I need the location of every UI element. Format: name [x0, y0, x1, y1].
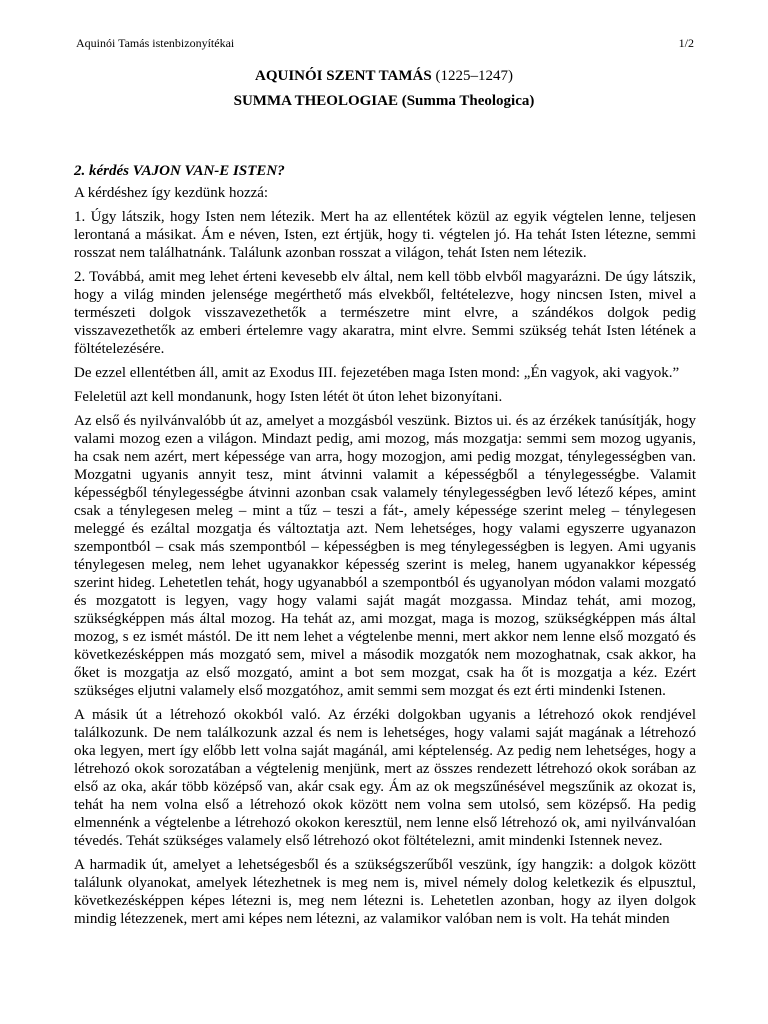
paragraph-third-way: A harmadik út, amelyet a lehetségesből és a szükségszerűből veszünk, így hangzik: a dolgok között találunk olyanokat, amelyek létezhetnek is meg nem is, mivel némely dolog keletkezik és elpusztul, következésképpen képes létezni is, meg nem létezni is. Lehetetlen azonban, hogy az ilyen dolgok mindig létezzenek, mert ami képes nem létezni, az valamikor valóban nem is volt. Ha tehát minden	[74, 857, 696, 927]
title-dates: (1225–1247)	[431, 68, 513, 84]
paragraph-respondeo: Feleletül azt kell mondanunk, hogy Isten létét öt úton lehet bizonyítani.	[74, 389, 503, 405]
paragraph-intro: A kérdéshez így kezdünk hozzá:	[74, 185, 269, 201]
paragraph-sed-contra: De ezzel ellentétben áll, amit az Exodus III. fejezetében maga Isten mond: „Én vagyok, aki vagyok.”	[74, 365, 680, 381]
header-page-number: 1/2	[678, 36, 694, 50]
document-body	[74, 162, 696, 934]
title-author-line	[0, 67, 768, 85]
running-header	[76, 36, 694, 50]
paragraph-first-way: Az első és nyilvánvalóbb út az, amelyet a mozgásból veszünk. Biztos ui. és az érzékek tanúsítják, hogy valami mozog ezen a világon. Mindazt pedig, ami mozog, más mozgatja: semmi sem mozog ugyanis, ha csak nem azért, mert képessége van arra, hogy mozogjon, ami pedig mozgat, ténylegességben van. Mozgatni ugyanis annyit tesz, mint átvinni valamit a képességből a ténylegességbe. Valamit képességből ténylegességbe átvinni azonban csak valamely ténylegességben levő létező képes, amint csak a ténylegesen meleg – mint a tűz – teszi a fát-, amely képessége szerint meleg – ténylegesen meleggé és ezáltal mozgatja és változtatja azt. Nem lehetséges, hogy valami egyszerre ugyanazon szempontból – csak más szempontból – képességben is meg ténylegességben is legyen. Ami ugyanis ténylegesen meleg, nem lehet ugyanakkor képesség szerint is meleg, hanem ugyanakkor képesség szerint hideg. Lehetetlen tehát, hogy ugyanabból a szempontból és ugyanolyan módon valami mozgató és mozgatott is legyen, vagy hogy valami saját magát mozgassa. Mindaz tehát, ami mozog, szükségképpen más által mozog. Ha tehát az, ami mozgat, maga is mozog, szükségképpen más által mozog, s ez ismét mástól. De itt nem lehet a végtelenbe menni, mert akkor nem lenne első mozgató és következésképpen más mozgató sem, mivel a második mozgatók nem mozoghatnak, csak akkor, ha őket is mozgatja az első mozgató, amint a bot sem mozgat, csak ha őt is mozgatja a kéz. Ezért szükséges eljutni valamely első mozgatóhoz, amit semmi sem mozgat és ezt érti mindenki Istenen.	[74, 413, 696, 699]
title-work-text: SUMMA THEOLOGIAE (Summa Theologica)	[233, 93, 535, 109]
title-author: AQUINÓI SZENT TAMÁS	[255, 68, 432, 84]
question-heading: 2. kérdés VAJON VAN-E ISTEN?	[74, 163, 285, 179]
title-work	[0, 92, 768, 110]
paragraph-objection-1: 1. Úgy látszik, hogy Isten nem létezik. Mert ha az ellentétek közül az egyik végtelen lenne, teljesen lerontaná a másikat. Ám e néven, Isten, ezt értjük, hogy ti. végtelen jó. Ha tehát Isten létezne, semmi rosszat nem találhatnánk. Találunk azonban rosszat a világon, tehát Isten nem létezik.	[74, 209, 696, 261]
paragraph-second-way: A másik út a létrehozó okokból való. Az érzéki dolgokban ugyanis a létrehozó okok rendjével találkozunk. De nem találkozunk azzal és nem is lehetséges, hogy valami saját magának a létrehozó oka legyen, mert így előbb lett volna saját magánál, ami képtelenség. Az pedig nem lehetséges, hogy a létrehozó okok sorozatában a végtelenig menjünk, mert az összes rendezett létrehozó okok sorában az első az oka, akár több középső van, akár csak egy. Ám az ok megszűnésével megszűnik az okozat is, tehát ha nem volna első a létrehozó okok között nem volna sem utolsó, sem középső. Ha pedig elmennénk a végtelenbe a létrehozó okokon keresztül, nem lenne első létrehozó ok, ami nyilvánvalóan tévedés. Tehát szükséges valamely első létrehozó okot föltételezni, amit mindenki Istennek nevez.	[74, 707, 696, 849]
header-document-title: Aquinói Tamás istenbizonyítékai	[76, 36, 235, 50]
paragraph-objection-2: 2. Továbbá, amit meg lehet érteni kevesebb elv által, nem kell több elvből magyarázni. De úgy látszik, hogy a világ minden jelensége megérthető más elvekből, feltételezve, hogy nincsen Isten, mivel a természeti dolgok visszavezethetők a természetre mint elvre, a szándékos dolgok pedig visszavezethetők az emberi értelemre vagy akaratra, mint elvre. Semmi szükség tehát Isten létének a föltételezésére.	[74, 269, 696, 357]
